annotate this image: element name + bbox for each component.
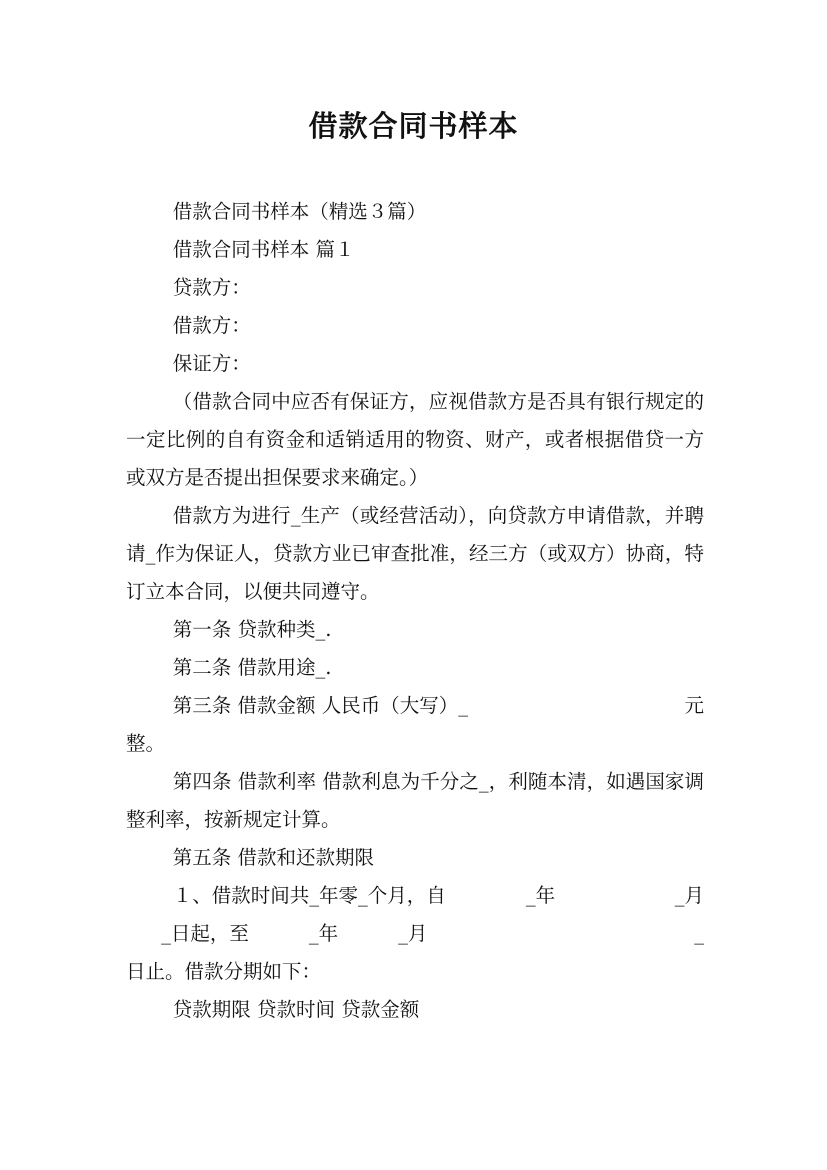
term-start-year: _年 [525,884,556,907]
term-end-day: _ [694,922,704,945]
article-3-unit: 元 [684,694,704,717]
paragraph-guarantor-note: （借款合同中应否有保证方，应视借款方是否具有银行规定的一定比例的自有资金和适销适用的物资、财产，或者根据借贷一方或双方是否提出担保要求来确定。） [126,390,704,489]
article-5: 第五条 借款和还款期限 [172,846,374,869]
document-title: 借款合同书样本 [308,109,519,143]
article-3-text: 第三条 借款金额 人民币（大写）_ [172,694,468,717]
article-5-term-end: 日止。借款分期如下： [126,960,322,983]
article-5-term-line1 [126,877,704,915]
term-start-day: _日起，至 [161,922,249,945]
paragraph-section-heading: 借款合同书样本 篇１ [172,238,355,261]
article-4: 第四条 借款利率 借款利息为千分之_，利随本清，如遇国家调整利率，按新规定计算。 [126,770,704,831]
article-3-continued: 整。 [126,732,166,755]
article-3 [126,687,704,725]
paragraph-subtitle: 借款合同书样本（精选３篇） [172,200,427,223]
paragraph-guarantor: 保证方： [172,352,251,375]
installment-table-header: 贷款期限 贷款时间 贷款金额 [172,998,420,1021]
document-body [126,193,704,1029]
article-2: 第二条 借款用途_. [172,656,332,679]
term-intro: １、借款时间共_年零_个月，自 [172,884,446,907]
paragraph-lender: 贷款方： [172,276,251,299]
term-end-month: _月 [398,922,428,945]
paragraph-borrower: 借款方： [172,314,251,337]
term-end-year: _年 [308,922,339,945]
term-start-month: _月 [674,884,704,907]
article-1: 第一条 贷款种类_. [172,618,332,641]
article-5-term-line2 [126,915,704,953]
paragraph-preamble: 借款方为进行_生产（或经营活动），向贷款方申请借款，并聘请_作为保证人，贷款方业已审查批准，经三方（或双方）协商，特订立本合同，以便共同遵守。 [126,504,704,603]
